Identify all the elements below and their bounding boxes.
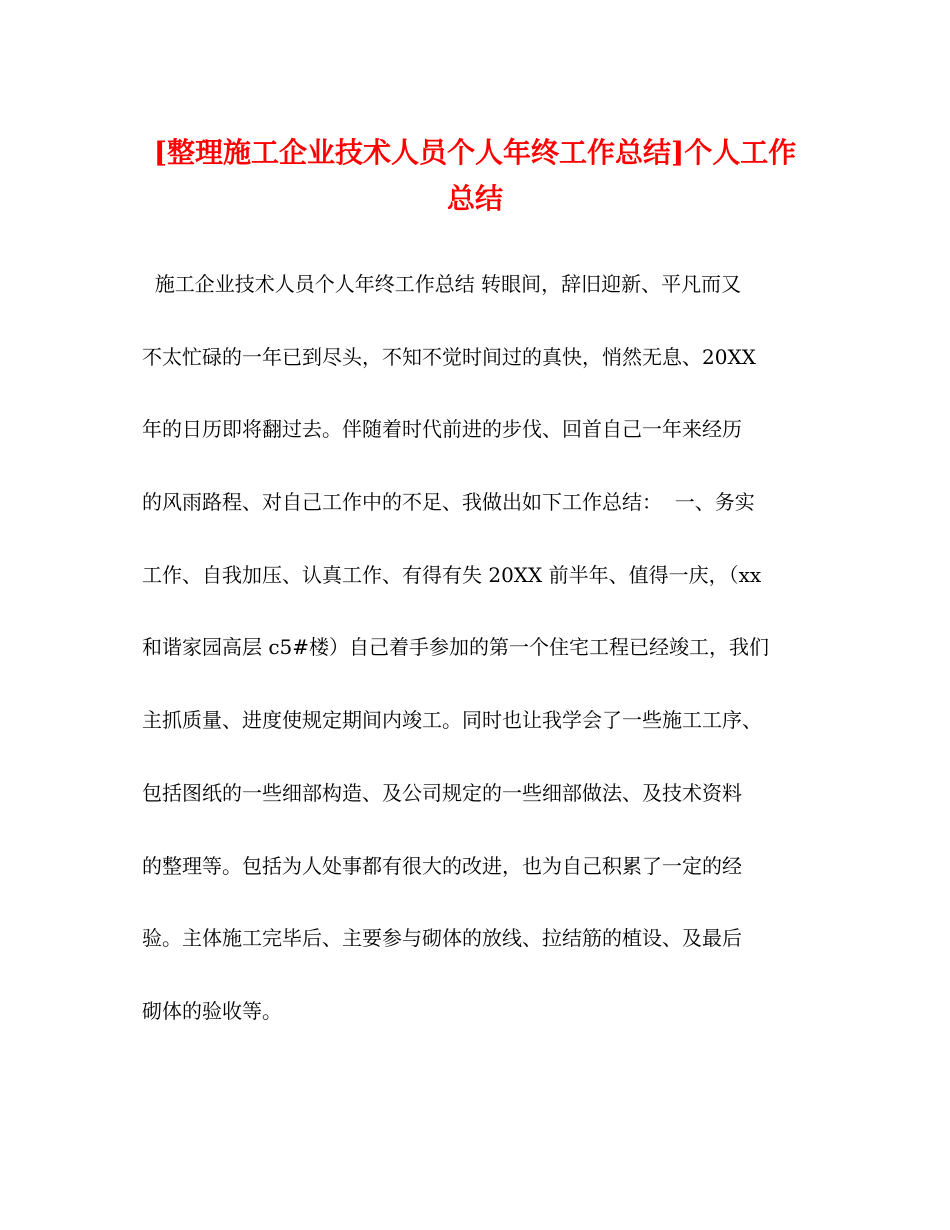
document-title [120,130,830,222]
body-line-8: 包括图纸的一些细部构造、及公司规定的一些细部做法、及技术资料 [142,780,742,805]
body-line-7: 主抓质量、进度使规定期间内竣工。同时也让我学会了一些施工工序、 [142,708,762,733]
body-line-2: 不太忙碌的一年已到尽头，不知不觉时间过的真快，悄然无息、20XX [142,344,756,369]
body-line-5: 工作、自我加压、认真工作、有得有失 20XX 前半年、值得一庆，（xx [142,562,762,587]
body-line-3: 年的日历即将翻过去。伴随着时代前进的步伐、回首自己一年来经历 [142,417,742,442]
body-line-6: 和谐家园高层 c5#楼）自己着手参加的第一个住宅工程已经竣工，我们 [142,635,770,660]
body-line-1: 施工企业技术人员个人年终工作总结 转眼间，辞旧迎新、平凡而又 [142,272,742,296]
document-body [142,262,822,1062]
title-line-2: 总结 [446,182,503,215]
body-line-9: 的整理等。包括为人处事都有很大的改进，也为自己积累了一定的经 [142,853,742,878]
body-line-10: 验。主体施工完毕后、主要参与砌体的放线、拉结筋的植设、及最后 [142,926,742,951]
body-line-11: 砌体的验收等。 [142,998,282,1023]
title-line-1: [整理施工企业技术人员个人年终工作总结]个人工作 [153,136,797,169]
body-line-4: 的风雨路程、对自己工作中的不足、我做出如下工作总结： 一、务实 [142,490,755,515]
